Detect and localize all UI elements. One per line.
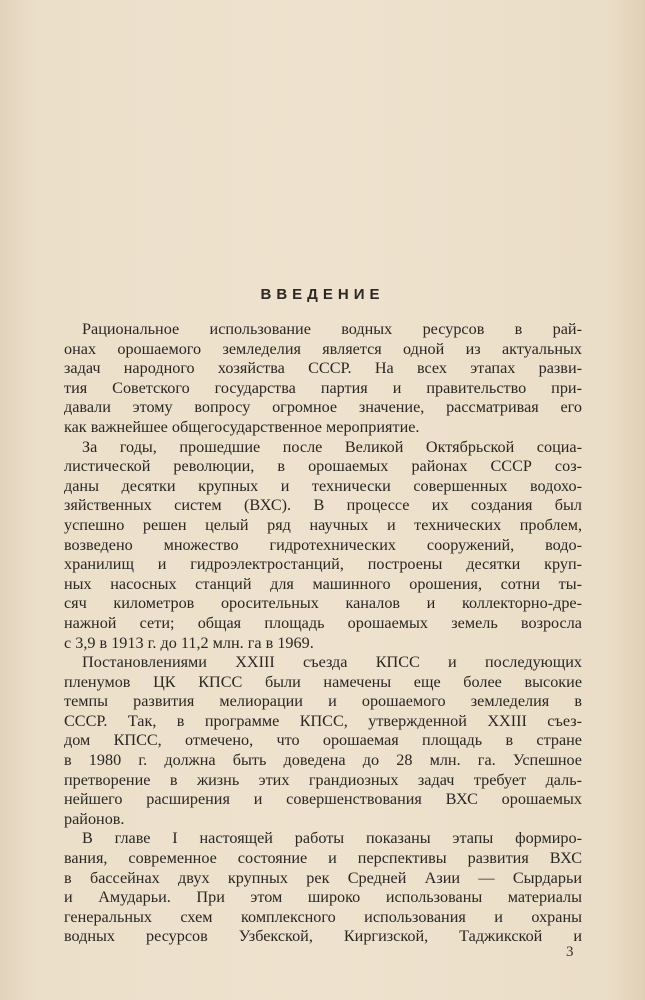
text-line: дом КПСС, отмечено, что орошаемая площадь в стране: [64, 731, 582, 750]
text-line: в бассейнах двух крупных рек Средней Азии — Сырдарьи: [64, 868, 582, 887]
text-line: зяйственных систем (ВХС). В процессе их создания был: [64, 496, 582, 515]
text-line: ных насосных станций для машинного орошения, сотни ты-: [64, 574, 582, 593]
text-line: нажной сети; общая площадь орошаемых земель возросла: [64, 613, 582, 632]
text-line: онах орошаемого земледелия является одной из актуальных: [64, 339, 582, 358]
text-line: и Амударьи. При этом широко использованы материалы: [64, 888, 582, 907]
paragraph: [64, 438, 582, 654]
text-line: нейшего расширения и совершенствования ВХС орошаемых: [64, 790, 582, 809]
text-line: пленумов ЦК КПСС были намечены еще более высокие: [64, 672, 582, 691]
text-line: Рациональное использование водных ресурсов в рай-: [82, 320, 582, 338]
text-line: задач народного хозяйства СССР. На всех этапах разви-: [64, 359, 582, 378]
page-number: 3: [566, 944, 574, 960]
text-line: хранилищ и гидроэлектростанций, построены десятки круп-: [64, 555, 582, 574]
text-line: СССР. Так, в программе КПСС, утвержденной XXIII съез-: [64, 711, 582, 730]
text-line: вания, современное состояние и перспективы развития ВХС: [64, 849, 582, 868]
paragraph: [64, 320, 582, 438]
paragraph: [64, 653, 582, 829]
text-line: генеральных схем комплексного использования и охраны: [64, 907, 582, 926]
text-line: возведено множество гидротехнических сооружений, водо-: [64, 535, 582, 554]
text-line: тия Советского государства партия и правительство при-: [64, 378, 582, 397]
text-line: водных ресурсов Узбекской, Киргизской, Таджикской и: [64, 927, 582, 946]
text-line: сяч километров оросительных каналов и коллекторно-дре-: [64, 594, 582, 613]
text-line: Постановлениями XXIII съезда КПСС и последующих: [82, 653, 582, 672]
body-text: [64, 320, 582, 947]
text-line: За годы, прошедшие после Великой Октябрьской социа-: [82, 437, 582, 456]
text-line: успешно решен целый ряд научных и технических проблем,: [64, 515, 582, 534]
paragraph: [64, 829, 582, 947]
text-line: даны десятки крупных и технически совершенных водохо-: [64, 476, 582, 495]
text-line: с 3,9 в 1913 г. до 11,2 млн. га в 1969.: [64, 633, 314, 652]
text-line: претворение в жизнь этих грандиозных задач требует даль-: [64, 770, 582, 789]
text-line: В главе I настоящей работы показаны этапы формиро-: [82, 829, 582, 848]
text-line: листической революции, в орошаемых районах СССР соз-: [64, 457, 582, 476]
text-line: районов.: [64, 809, 125, 828]
text-line: как важнейшее общегосударственное мероприятие.: [64, 417, 420, 436]
text-line: темпы развития мелиорации и орошаемого земледелия в: [64, 692, 582, 711]
text-line: в 1980 г. должна быть доведена до 28 млн. га. Успешное: [64, 751, 582, 770]
text-line: давали этому вопросу огромное значение, рассматривая его: [64, 398, 582, 417]
chapter-heading: ВВЕДЕНИЕ: [260, 286, 385, 303]
